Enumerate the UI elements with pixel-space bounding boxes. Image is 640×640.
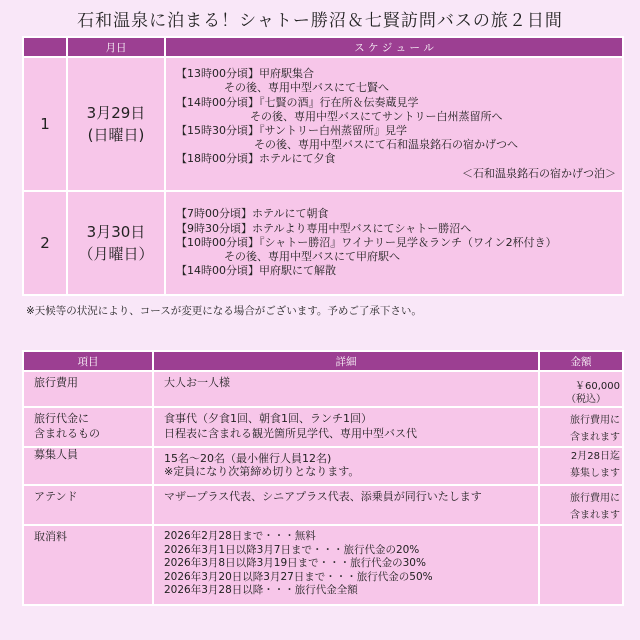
cancel-line: 2026年2月28日まで・・・無料 xyxy=(164,530,316,542)
cost-row-cancel xyxy=(23,525,623,605)
item-detail xyxy=(153,525,539,605)
item-amount xyxy=(539,407,623,447)
cost-row-recruit xyxy=(23,447,623,485)
header-no xyxy=(23,37,67,57)
price-text: ￥60,000 xyxy=(575,381,620,392)
page-title: 石和温泉に泊まる！シャトー勝沼＆七賢訪問バスの旅２日間 xyxy=(77,11,563,31)
detail-line: 日程表に含まれる観光箇所見学代、専用中型バス代 xyxy=(164,426,417,440)
cost-header-row xyxy=(23,351,623,371)
header-date: 月日 xyxy=(67,37,165,57)
item-amount xyxy=(539,485,623,525)
schedule-table xyxy=(22,36,624,296)
item-detail xyxy=(153,407,539,447)
schedule-line: ＜石和温泉銘石の宿かげつ泊＞ xyxy=(462,166,616,180)
item-label: 旅行費用 xyxy=(23,371,153,407)
schedule-line: 【14時00分頃】『七賢の酒』行在所＆伝奏蔵見学 xyxy=(176,95,419,109)
item-detail: 大人お一人様 xyxy=(153,371,539,407)
schedule-line: 【9時30分頃】ホテルより専用中型バスにてシャトー勝沼へ xyxy=(176,221,472,235)
date-text: 3月30日 xyxy=(86,223,146,241)
day-date xyxy=(67,191,165,295)
schedule-row-day2 xyxy=(23,191,623,295)
item-label: 募集人員 xyxy=(23,447,153,485)
cost-row-fee xyxy=(23,371,623,407)
day-number: 2 xyxy=(23,191,67,295)
detail-line: 15名～20名（最小催行人員12名) xyxy=(164,452,332,465)
day-schedule xyxy=(165,191,623,295)
tax-note: （税込） xyxy=(566,394,606,405)
amount-line: 旅行費用に xyxy=(570,493,620,504)
schedule-line: 【14時00分頃】甲府駅にて解散 xyxy=(176,264,336,278)
amount-line: 旅行費用に xyxy=(570,415,620,426)
schedule-row-day1 xyxy=(23,57,623,191)
detail-line: 食事代（夕食1回、朝食1回、ランチ1回） xyxy=(164,412,372,425)
date-text: 3月29日 xyxy=(86,104,146,122)
amount-line: 2月28日迄 xyxy=(570,451,620,462)
cancel-line: 2026年3月28日以降・・・旅行代金全額 xyxy=(164,584,358,597)
schedule-line: 【13時00分頃】甲府駅集合 xyxy=(176,67,314,81)
schedule-line: 【15時30分頃】『サントリー白州蒸留所』見学 xyxy=(176,124,407,137)
schedule-line: 【18時00分頃】ホテルにて夕食 xyxy=(176,152,336,166)
day-date xyxy=(67,57,165,191)
cancel-line: 2026年3月20日以降3月27日まで・・・旅行代金の50% xyxy=(164,570,433,583)
detail-line: ※定員になり次第締め切りとなります。 xyxy=(164,465,360,478)
amount-line: 含まれます xyxy=(570,432,620,443)
cost-row-included xyxy=(23,407,623,447)
weekday-text: (日曜日) xyxy=(87,126,145,144)
item-amount xyxy=(539,525,623,605)
schedule-line: その後、専用中型バスにてサントリー白州蒸留所へ xyxy=(250,109,503,123)
label-line: 含まれるもの xyxy=(34,426,100,440)
cancel-line: 2026年3月8日以降3月19日まで・・・旅行代金の30% xyxy=(164,557,426,570)
item-amount xyxy=(539,447,623,485)
header-schedule: ス ケ ジ ュ ー ル xyxy=(165,37,623,57)
item-label: アテンド xyxy=(23,485,153,525)
schedule-line: 【10時00分頃】『シャトー勝沼』ワイナリー見学＆ランチ（ワイン2杯付き） xyxy=(176,235,557,249)
day-schedule xyxy=(165,57,623,191)
schedule-line: その後、専用中型バスにて石和温泉銘石の宿かげつへ xyxy=(254,138,518,152)
schedule-line: その後、専用中型バスにて七賢へ xyxy=(224,81,389,95)
cost-row-attend xyxy=(23,485,623,525)
header-amount: 金額 xyxy=(539,351,623,371)
header-item: 項目 xyxy=(23,351,153,371)
day-number: 1 xyxy=(23,57,67,191)
amount-line: 含まれます xyxy=(570,510,620,521)
schedule-line: その後、専用中型バスにて甲府駅へ xyxy=(224,250,400,264)
item-label: 取消料 xyxy=(23,525,153,605)
notice-text: ※天候等の状況により、コースが変更になる場合がございます。予めご了承下さい。 xyxy=(26,305,422,317)
amount-line: 募集します xyxy=(570,468,620,479)
label-line: 旅行代金に xyxy=(34,412,89,425)
cost-table xyxy=(22,350,624,606)
header-detail: 詳細 xyxy=(153,351,539,371)
schedule-header-row xyxy=(23,37,623,57)
item-detail: マザープラス代表、シニアプラス代表、添乗員が同行いたします xyxy=(153,485,539,525)
schedule-line: 【7時00分頃】ホテルにて朝食 xyxy=(176,207,329,221)
item-detail xyxy=(153,447,539,485)
item-label xyxy=(23,407,153,447)
cancel-line: 2026年3月1日以降3月7日まで・・・旅行代金の20% xyxy=(164,543,420,556)
weekday-text: （月曜日） xyxy=(78,245,154,263)
item-amount xyxy=(539,371,623,407)
